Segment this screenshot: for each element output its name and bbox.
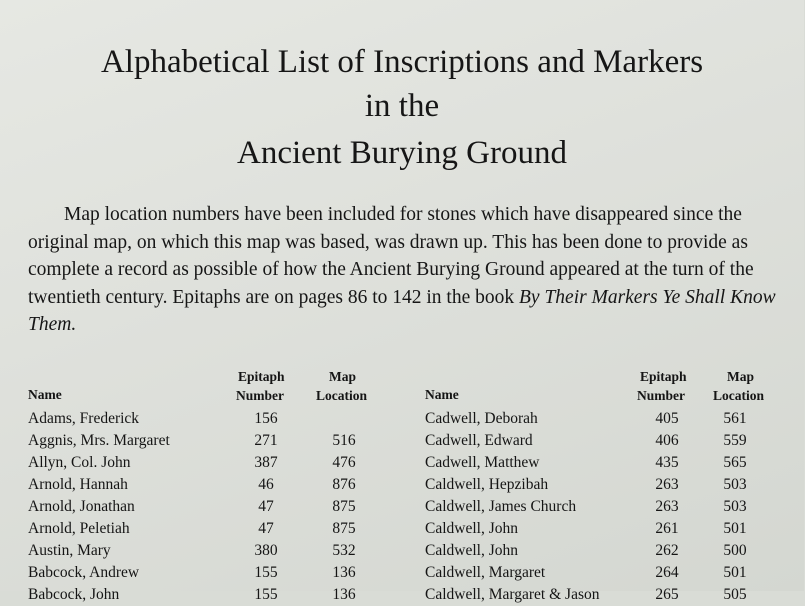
entry-name: Cadwell, Deborah — [425, 410, 538, 427]
col-header-map-1: Map — [727, 369, 754, 384]
map-location: 500 — [723, 542, 747, 559]
map-location: 875 — [332, 520, 356, 537]
entry-name: Babcock, Andrew — [28, 564, 140, 581]
intro-paragraph — [28, 201, 776, 339]
epitaph-number: 265 — [655, 586, 679, 603]
map-location: 501 — [723, 564, 747, 581]
entry-name: Caldwell, Hepzibah — [425, 476, 549, 493]
map-location: 516 — [332, 432, 356, 449]
epitaph-number: 262 — [655, 542, 679, 559]
table-row — [28, 518, 408, 540]
col-header-epitaph-2: Number — [236, 388, 284, 403]
map-location: 136 — [332, 586, 356, 603]
epitaph-number: 271 — [254, 432, 278, 449]
table-row — [425, 408, 805, 430]
table-row — [425, 540, 805, 562]
map-location: 503 — [723, 476, 747, 493]
entry-name: Cadwell, Edward — [425, 432, 533, 449]
table-row — [425, 452, 805, 474]
epitaph-number: 261 — [655, 520, 679, 537]
entry-name: Arnold, Jonathan — [28, 498, 135, 515]
entry-name: Austin, Mary — [28, 542, 111, 559]
col-header-name: Name — [28, 387, 62, 402]
page-title-line-2: in the — [364, 88, 440, 124]
map-location: 501 — [723, 520, 747, 537]
intro-text: Map location numbers have been included for stones which have disappeared since the original map, on which this map was based, was drawn up. This has been done to provide as complete a record as possible of how the Ancient Burying Ground appeared at the turn of the twentieth century. Epitaphs are on pages 86 to 142 in the book — [28, 204, 754, 308]
map-location: 505 — [723, 586, 747, 603]
col-header-epitaph-2: Number — [637, 388, 685, 403]
col-header-map-2: Location — [316, 388, 368, 403]
epitaph-number: 380 — [254, 542, 278, 559]
table-row — [28, 584, 408, 606]
map-location: 559 — [723, 432, 747, 449]
col-header-map-1: Map — [329, 369, 356, 384]
map-location: 476 — [332, 454, 356, 471]
map-location: 136 — [332, 564, 356, 581]
table-row — [28, 408, 408, 430]
epitaph-number: 47 — [258, 520, 274, 537]
table-row — [425, 562, 805, 584]
page-title-line-3: Ancient Burying Ground — [237, 135, 567, 171]
table-row — [28, 540, 408, 562]
entry-name: Arnold, Hannah — [28, 476, 128, 493]
map-location: 876 — [332, 476, 356, 493]
entry-name: Aggnis, Mrs. Margaret — [28, 432, 170, 449]
col-header-epitaph-1: Epitaph — [238, 369, 285, 384]
entry-name: Cadwell, Matthew — [425, 454, 540, 471]
entry-name: Adams, Frederick — [28, 410, 140, 427]
entry-name: Caldwell, Margaret & Jason — [425, 586, 600, 603]
entry-name: Caldwell, John — [425, 542, 518, 559]
epitaph-number: 405 — [655, 410, 679, 427]
epitaph-number: 155 — [254, 586, 278, 603]
epitaph-number: 156 — [254, 410, 278, 427]
epitaph-number: 387 — [254, 454, 278, 471]
table-row — [425, 584, 805, 606]
epitaph-number: 263 — [655, 476, 679, 493]
entry-name: Caldwell, John — [425, 520, 518, 537]
table-row — [425, 430, 805, 452]
entry-name: Caldwell, James Church — [425, 498, 577, 515]
col-header-map-2: Location — [713, 388, 765, 403]
table-row — [28, 496, 408, 518]
epitaph-number: 155 — [254, 564, 278, 581]
table-row — [28, 452, 408, 474]
map-location: 565 — [723, 454, 747, 471]
map-location: 561 — [723, 410, 747, 427]
entry-name: Allyn, Col. John — [28, 454, 131, 471]
epitaph-number: 264 — [655, 564, 679, 581]
table-row — [425, 518, 805, 540]
entry-name: Arnold, Peletiah — [28, 520, 130, 537]
table-row — [425, 474, 805, 496]
epitaph-number: 435 — [655, 454, 679, 471]
entry-name: Babcock, John — [28, 586, 120, 603]
table-row — [28, 562, 408, 584]
map-location: 532 — [332, 542, 356, 559]
epitaph-number: 263 — [655, 498, 679, 515]
table-row — [28, 430, 408, 452]
col-header-name: Name — [425, 387, 459, 402]
map-location: 875 — [332, 498, 356, 515]
entry-name: Caldwell, Margaret — [425, 564, 546, 581]
table-row — [28, 474, 408, 496]
book-title: By Their Markers Ye Shall Know Them. — [28, 286, 776, 335]
map-location: 503 — [723, 498, 747, 515]
epitaph-number: 46 — [258, 476, 274, 493]
epitaph-number: 47 — [258, 498, 274, 515]
col-header-epitaph-1: Epitaph — [640, 369, 687, 384]
page-title-line-1: Alphabetical List of Inscriptions and Markers — [100, 44, 704, 80]
epitaph-number: 406 — [655, 432, 679, 449]
table-row — [425, 496, 805, 518]
